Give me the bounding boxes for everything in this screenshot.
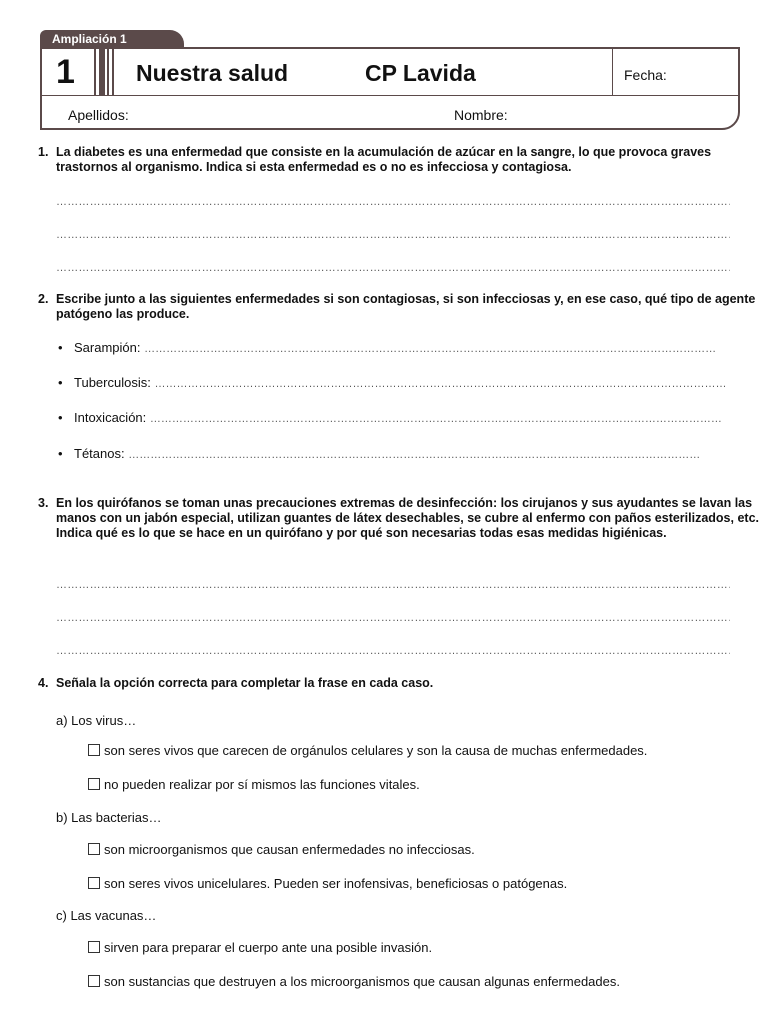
list-item[interactable]: • Intoxicación: ………………………………………………………………………………………………………………………………………… [58, 410, 722, 425]
question-text: La diabetes es una enfermedad que consiste en la acumulación de azúcar en la sangre, lo que provoca graves trastornos al organismo. Indica si esta enfermedad es o no es infecciosa y contagiosa. [56, 145, 712, 174]
question-4 [38, 676, 766, 691]
answer-line[interactable] [56, 579, 730, 589]
question-text: Señala la opción correcta para completar la frase en cada caso. [56, 676, 434, 690]
unit-number: 1 [56, 53, 75, 91]
section-tab [40, 30, 170, 48]
option-text: no pueden realizar por sí mismos las funciones vitales. [104, 777, 420, 792]
option-text: sirven para preparar el cuerpo ante una posible invasión. [104, 940, 433, 955]
option-text: son microorganismos que causan enfermedades no infecciosas. [104, 842, 475, 857]
checkbox[interactable] [88, 778, 100, 790]
group-label: b) Las bacterias… [56, 810, 162, 825]
date-field[interactable] [612, 49, 741, 95]
option-text: son sustancias que destruyen a los microorganismos que causan algunas enfermedades. [104, 974, 620, 989]
question-number: 3. [38, 496, 49, 510]
disease-label: Tétanos: [74, 446, 125, 461]
list-item[interactable]: • Sarampión: ………………………………………………………………………………………………………………………………………… [58, 340, 717, 355]
disease-label: Tuberculosis: [74, 375, 151, 390]
answer-line[interactable] [56, 262, 730, 272]
checkbox[interactable] [88, 877, 100, 889]
list-item[interactable]: • Tétanos: ………………………………………………………………………………………………………………………………………… [58, 446, 701, 461]
option-text: son seres vivos unicelulares. Pueden ser inofensivas, beneficiosas o patógenas. [104, 876, 568, 891]
worksheet-title: Nuestra salud [136, 60, 289, 86]
checkbox[interactable] [88, 744, 100, 756]
disease-label: Intoxicación: [74, 410, 147, 425]
option[interactable] [88, 777, 420, 792]
group-label: a) Los virus… [56, 713, 137, 728]
list-item[interactable]: • Tuberculosis: ………………………………………………………………………………………………………………………………………… [58, 375, 727, 390]
answer-line[interactable] [56, 645, 730, 655]
surname-label: Apellidos: [68, 107, 129, 123]
name-label: Nombre: [454, 107, 508, 123]
option[interactable] [88, 940, 432, 955]
answer-line[interactable] [56, 612, 730, 622]
worksheet-header [40, 47, 740, 130]
answer-line[interactable] [56, 229, 730, 239]
section-tab-label: Ampliación 1 [52, 32, 127, 46]
question-text: Escribe junto a las siguientes enfermedades si son contagiosas, si son infecciosas y, en ese caso, qué tipo de agente patógeno las produce. [56, 292, 756, 321]
question-number: 4. [38, 676, 49, 690]
question-3 [38, 496, 766, 541]
option[interactable] [88, 974, 620, 989]
question-2 [38, 292, 766, 322]
checkbox[interactable] [88, 975, 100, 987]
question-number: 1. [38, 145, 49, 159]
option[interactable] [88, 876, 567, 891]
group-label: c) Las vacunas… [56, 908, 157, 923]
school-name: CP Lavida [365, 60, 476, 86]
question-number: 2. [38, 292, 49, 306]
header-title-row [42, 49, 738, 96]
question-text: En los quirófanos se toman unas precauciones extremas de desinfección: los cirujanos y sus ayudantes se lavan las manos con un jabón especial, utilizan guantes de látex desechables, se cubre al enfermo con paños esterilizados, etc. Indica qué es lo que se hace en un quirófano y por qué son necesarias todas esas medidas higiénicas. [56, 496, 759, 540]
option[interactable] [88, 743, 647, 758]
disease-label: Sarampión: [74, 340, 141, 355]
answer-line[interactable] [56, 196, 730, 206]
decorative-bars [94, 49, 114, 95]
checkbox[interactable] [88, 941, 100, 953]
checkbox[interactable] [88, 843, 100, 855]
question-1 [38, 145, 766, 175]
date-label: Fecha: [624, 67, 667, 83]
option[interactable] [88, 842, 475, 857]
option-text: son seres vivos que carecen de orgánulos celulares y son la causa de muchas enfermedades. [104, 743, 648, 758]
